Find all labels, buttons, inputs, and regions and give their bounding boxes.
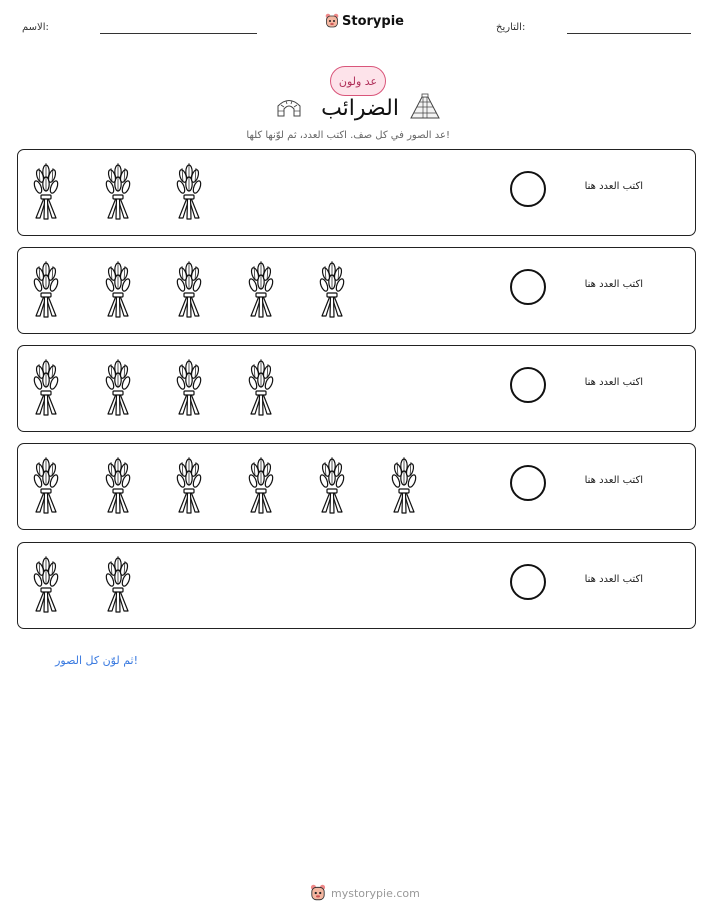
answer-circle[interactable]	[510, 367, 546, 403]
name-label: الاسم:	[22, 22, 49, 33]
coloring-note: ثم لوّن كل الصور!	[55, 654, 138, 667]
date-line[interactable]	[567, 33, 691, 34]
counting-row	[17, 247, 696, 334]
counting-row	[17, 345, 696, 432]
answer-label: اكتب العدد هنا	[584, 181, 643, 192]
site-footer	[310, 884, 420, 902]
answer-label: اكتب العدد هنا	[584, 574, 643, 585]
answer-circle[interactable]	[510, 465, 546, 501]
wheat-sheaf-icon[interactable]	[30, 454, 62, 514]
page-title: الضرائب	[321, 96, 399, 121]
wheat-sheaf-icon[interactable]	[316, 454, 348, 514]
wheat-sheaf-icon[interactable]	[245, 258, 277, 318]
wheat-sheaf-icon[interactable]	[102, 454, 134, 514]
answer-label: اكتب العدد هنا	[584, 377, 643, 388]
wheat-sheaf-icon[interactable]	[102, 258, 134, 318]
answer-circle[interactable]	[510, 171, 546, 207]
name-line[interactable]	[100, 33, 257, 34]
stone-arch-icon	[276, 97, 302, 117]
wheat-sheaf-icon[interactable]	[30, 553, 62, 613]
wheat-sheaf-icon[interactable]	[30, 160, 62, 220]
wheat-sheaf-icon[interactable]	[30, 258, 62, 318]
wheat-sheaf-icon[interactable]	[102, 160, 134, 220]
pyramid-icon	[409, 93, 441, 119]
site-url[interactable]: mystorypie.com	[331, 886, 420, 900]
counting-row	[17, 542, 696, 629]
wheat-sheaf-icon[interactable]	[30, 356, 62, 416]
wheat-sheaf-icon[interactable]	[245, 454, 277, 514]
wheat-sheaf-icon[interactable]	[173, 356, 205, 416]
wheat-sheaf-icon[interactable]	[173, 258, 205, 318]
answer-circle[interactable]	[510, 269, 546, 305]
wheat-sheaf-icon[interactable]	[102, 356, 134, 416]
activity-badge: عد ولون	[330, 66, 386, 96]
counting-row	[17, 443, 696, 530]
brand-logo	[325, 13, 404, 29]
answer-circle[interactable]	[510, 564, 546, 600]
storypie-mascot-icon	[310, 884, 326, 902]
storypie-mascot-icon	[325, 13, 339, 29]
date-label: التاريخ:	[496, 22, 526, 33]
wheat-sheaf-icon[interactable]	[316, 258, 348, 318]
wheat-sheaf-icon[interactable]	[173, 160, 205, 220]
answer-label: اكتب العدد هنا	[584, 279, 643, 290]
answer-label: اكتب العدد هنا	[584, 475, 643, 486]
wheat-sheaf-icon[interactable]	[173, 454, 205, 514]
wheat-sheaf-icon[interactable]	[388, 454, 420, 514]
wheat-sheaf-icon[interactable]	[102, 553, 134, 613]
wheat-sheaf-icon[interactable]	[245, 356, 277, 416]
counting-row	[17, 149, 696, 236]
instructions: عد الصور في كل صف. اكتب العدد، ثم لوّنها كلها!	[246, 130, 450, 141]
brand-name: Storypie	[342, 13, 404, 29]
